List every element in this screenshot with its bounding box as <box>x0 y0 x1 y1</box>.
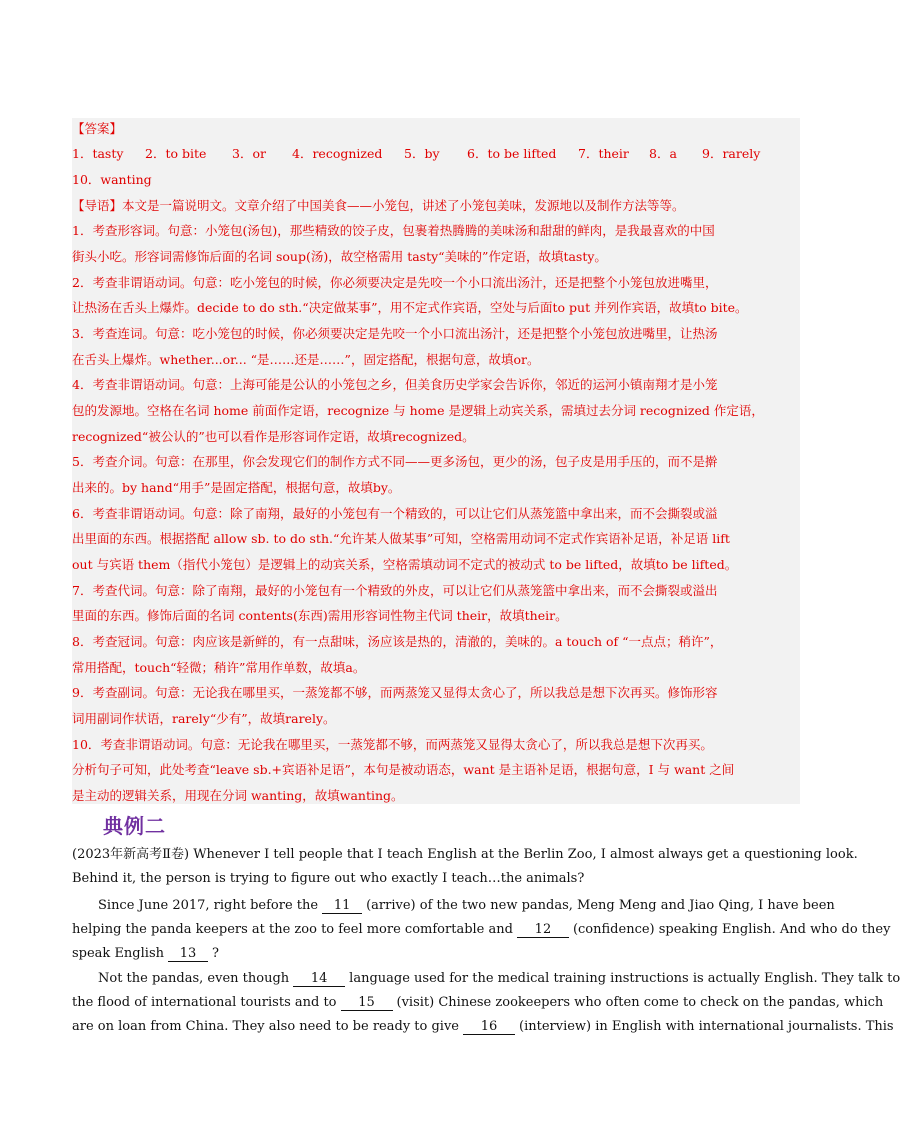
explanation-line: 包的发源地。空格在名词 home 前面作定语，recognize 与 home 是逻辑上动宾关系，需填过去分词 recognized 作定语， <box>72 403 764 418</box>
explanation-line: 街头小吃。形容词需修饰后面的名词 soup(汤)，故空格需用 tasty“美味的”作定语，故填tasty。 <box>72 249 607 264</box>
answer-explanation-box <box>72 118 800 804</box>
answer-item: 10．wanting <box>72 172 152 187</box>
explanation-line: 出来的。by hand“用手”是固定搭配，根据句意，故填by。 <box>72 480 401 495</box>
answer-header: 【答案】 <box>72 121 123 136</box>
explanation-line: 【导语】本文是一篇说明文。文章介绍了中国美食——小笼包，讲述了小笼包美味，发源地以及制作方法等等。 <box>72 198 685 213</box>
explanation-line: 让热汤在舌头上爆炸。decide to do sth.“决定做某事”，用不定式作宾语，空处与后面to put 并列作宾语，故填to bite。 <box>72 300 748 315</box>
passage-line: helping the panda keepers at the zoo to feel more comfortable and 12 (confidence) speaking English. And who do they <box>72 922 891 937</box>
answer-item: 4．recognized <box>292 146 383 161</box>
passage-line: Behind it, the person is trying to figure out who exactly I teach…the animals? <box>72 871 585 886</box>
explanation-line: 是主动的逻辑关系，用现在分词 wanting，故填wanting。 <box>72 788 404 803</box>
blank-11[interactable]: 11 <box>322 898 362 914</box>
explanation-line: out 与宾语 them（指代小笼包）是逻辑上的动宾关系，空格需填动词不定式的被动式 to be lifted，故填to be lifted。 <box>72 557 738 572</box>
explanation-line: recognized“被公认的”也可以看作是形容词作定语，故填recognized。 <box>72 429 475 444</box>
explanation-line: 8．考查冠词。句意：肉应该是新鲜的，有一点甜味，汤应该是热的，清澈的，美味的。a touch of “一点点；稍许”， <box>72 634 723 649</box>
explanation-line: 里面的东西。修饰后面的名词 contents(东西)需用形容词性物主代词 their，故填their。 <box>72 608 568 623</box>
section-heading: 典例二 <box>103 814 166 838</box>
answer-item: 7．their <box>578 146 629 161</box>
passage-line: (2023年新高考Ⅱ卷) Whenever I tell people that I teach English at the Berlin Zoo, I almost always get a questioning look. <box>72 847 858 862</box>
explanation-line: 1．考查形容词。句意：小笼包(汤包)，那些精致的饺子皮，包裹着热腾腾的美味汤和甜甜的鲜肉，是我最喜欢的中国 <box>72 223 715 238</box>
answer-item: 5．by <box>404 146 440 161</box>
answer-item: 6．to be lifted <box>467 146 557 161</box>
passage-line: Since June 2017, right before the 11 (arrive) of the two new pandas, Meng Meng and Jiao Qing, I have been <box>98 898 835 913</box>
passage-line: the flood of international tourists and to 15 (visit) Chinese zookeepers who often come to check on the pandas, which <box>72 995 884 1010</box>
blank-15[interactable]: 15 <box>341 995 393 1011</box>
explanation-line: 在舌头上爆炸。whether...or... “是……还是……”，固定搭配，根据句意，故填or。 <box>72 352 540 367</box>
answer-item: 8．a <box>649 146 677 161</box>
passage-line: Not the pandas, even though 14 language used for the medical training instructions is actually English. They talk to <box>98 971 900 986</box>
explanation-line: 2．考查非谓语动词。句意：吃小笼包的时候，你必须要决定是先咬一个小口流出汤汁，还是把整个小笼包放进嘴里， <box>72 275 718 290</box>
blank-16[interactable]: 16 <box>463 1019 515 1035</box>
blank-13[interactable]: 13 <box>168 946 208 962</box>
blank-14[interactable]: 14 <box>293 971 345 987</box>
answer-list <box>72 145 800 163</box>
passage-line: speak English 13 ? <box>72 946 219 961</box>
answer-item: 3．or <box>232 146 266 161</box>
explanation-line: 4．考查非谓语动词。句意：上海可能是公认的小笼包之乡，但美食历史学家会告诉你，邻近的运河小镇南翔才是小笼 <box>72 377 718 392</box>
blank-12[interactable]: 12 <box>517 922 569 938</box>
explanation-line: 5．考查介词。句意：在那里，你会发现它们的制作方式不同——更多汤包，更少的汤，包子皮是用手压的，而不是擀 <box>72 454 718 469</box>
explanation-line: 3．考查连词。句意：吃小笼包的时候，你必须要决定是先咬一个小口流出汤汁，还是把整个小笼包放进嘴里，让热汤 <box>72 326 718 341</box>
explanation-line: 9．考查副词。句意：无论我在哪里买，一蒸笼都不够，而两蒸笼又显得太贪心了，所以我总是想下次再买。修饰形容 <box>72 685 718 700</box>
explanation-line: 出里面的东西。根据搭配 allow sb. to do sth.“允许某人做某事”可知，空格需用动词不定式作宾语补足语，补足语 lift <box>72 531 730 546</box>
explanation-line: 词用副词作状语，rarely“少有”，故填rarely。 <box>72 711 336 726</box>
answer-item: 2．to bite <box>145 146 207 161</box>
explanation-line: 10．考查非谓语动词。句意：无论我在哪里买，一蒸笼都不够，而两蒸笼又显得太贪心了，所以我总是想下次再买。 <box>72 737 713 752</box>
explanation-line: 6．考查非谓语动词。句意：除了南翔，最好的小笼包有一个精致的，可以让它们从蒸笼篮中拿出来，而不会撕裂或溢 <box>72 506 718 521</box>
explanation-line: 常用搭配，touch“轻微；稍许”常用作单数，故填a。 <box>72 660 366 675</box>
answer-item: 1．tasty <box>72 146 124 161</box>
passage-line: are on loan from China. They also need to be ready to give 16 (interview) in English with international journalists. This <box>72 1019 894 1034</box>
explanation-line: 分析句子可知，此处考查“leave sb.+宾语补足语”，本句是被动语态，want 是主语补足语，根据句意，I 与 want 之间 <box>72 762 735 777</box>
explanation-line: 7．考查代词。句意：除了南翔，最好的小笼包有一个精致的外皮，可以让它们从蒸笼篮中拿出来，而不会撕裂或溢出 <box>72 583 718 598</box>
answer-item: 9．rarely <box>702 146 761 161</box>
